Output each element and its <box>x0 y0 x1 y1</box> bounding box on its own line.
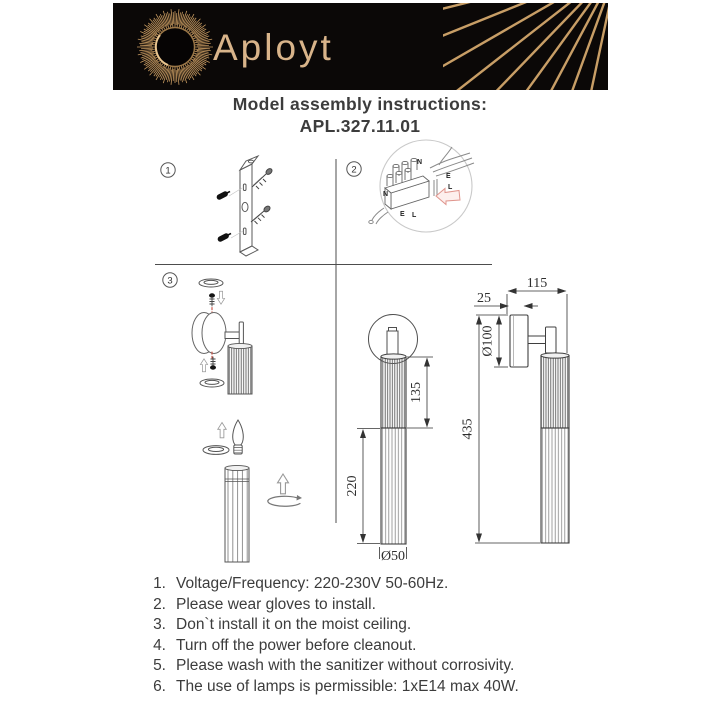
dim-d100-label: Ø100 <box>480 325 496 357</box>
lamp-tube <box>225 465 249 562</box>
down-arrow-icon <box>217 291 224 304</box>
socket-stem <box>387 328 398 356</box>
ribbed-shade <box>228 343 252 394</box>
up-arrow-icon <box>278 474 289 494</box>
step3-number: 3 <box>167 275 173 287</box>
front-view <box>345 315 433 565</box>
screw-icon <box>210 357 216 370</box>
wire-label-e-bottom: E <box>400 211 405 218</box>
dim-d50-label: Ø50 <box>380 549 406 564</box>
side-arm <box>528 327 556 353</box>
list-item-text: Voltage/Frequency: 220-230V 50-60Hz. <box>176 575 449 592</box>
side-wall-plate <box>510 315 528 367</box>
screw-icon <box>251 205 271 224</box>
decorative-ring <box>199 279 223 287</box>
decorative-ring <box>203 446 229 455</box>
list-item <box>142 677 612 698</box>
decorative-ring <box>200 379 224 387</box>
list-item <box>142 574 612 595</box>
list-item <box>142 615 612 636</box>
list-item <box>142 636 612 657</box>
step2-panel <box>347 140 474 232</box>
list-item-text: Please wash with the sanitizer without corrosivity. <box>176 657 515 675</box>
wall-plate-disc <box>192 313 226 354</box>
list-item-number: 4. <box>153 636 166 654</box>
dim-135-label: 135 <box>409 382 424 403</box>
page-title: Model assembly instructions: <box>232 94 488 114</box>
list-item <box>142 656 612 677</box>
wire-label-n-left: N <box>383 191 389 198</box>
dim-115-label: 115 <box>526 276 548 291</box>
brand-name: Aployt <box>213 27 334 68</box>
dim-220-label: 220 <box>345 475 360 497</box>
list-item-text: Don`t install it on the moist ceiling. <box>176 616 412 634</box>
list-item-number: 1. <box>153 575 166 592</box>
side-cylinder <box>541 353 569 543</box>
model-number: APL.327.11.01 <box>299 116 421 136</box>
list-item-number: 6. <box>153 677 166 695</box>
step2-number: 2 <box>351 164 357 176</box>
front-cylinder <box>381 354 406 544</box>
up-arrow-icon <box>218 423 227 438</box>
side-view <box>461 276 570 543</box>
rotate-ring-icon <box>268 495 302 506</box>
dim-220 <box>357 429 380 544</box>
bulb-icon <box>233 420 244 454</box>
screw-icon <box>209 293 215 306</box>
dim-435-label: 435 <box>460 418 476 440</box>
list-item-text: Please wear gloves to install. <box>176 595 376 613</box>
wire-label-n-top: N <box>417 159 423 166</box>
list-item-number: 3. <box>153 616 166 634</box>
step3-panel <box>163 273 302 562</box>
up-arrow-icon <box>200 359 207 372</box>
step1-panel <box>161 156 273 256</box>
terminal-block <box>385 158 429 209</box>
list-item-number: 2. <box>153 595 166 613</box>
wire-label-l-bottom: L <box>412 212 417 219</box>
instructions-list <box>142 574 612 698</box>
list-item-number: 5. <box>153 657 166 675</box>
wall-anchor-icon <box>216 191 231 242</box>
mounting-bracket <box>240 156 258 256</box>
list-item-text: The use of lamps is permissible: 1xE14 max 40W. <box>176 677 519 695</box>
list-item-text: Turn off the power before cleanout. <box>176 636 417 654</box>
wire-label-e-right: E <box>446 173 451 180</box>
wire-label-l-right: L <box>448 184 453 191</box>
list-item <box>142 595 612 616</box>
screw-icon <box>252 167 273 189</box>
dim-25-label: 25 <box>477 291 491 306</box>
step1-number: 1 <box>165 165 171 177</box>
